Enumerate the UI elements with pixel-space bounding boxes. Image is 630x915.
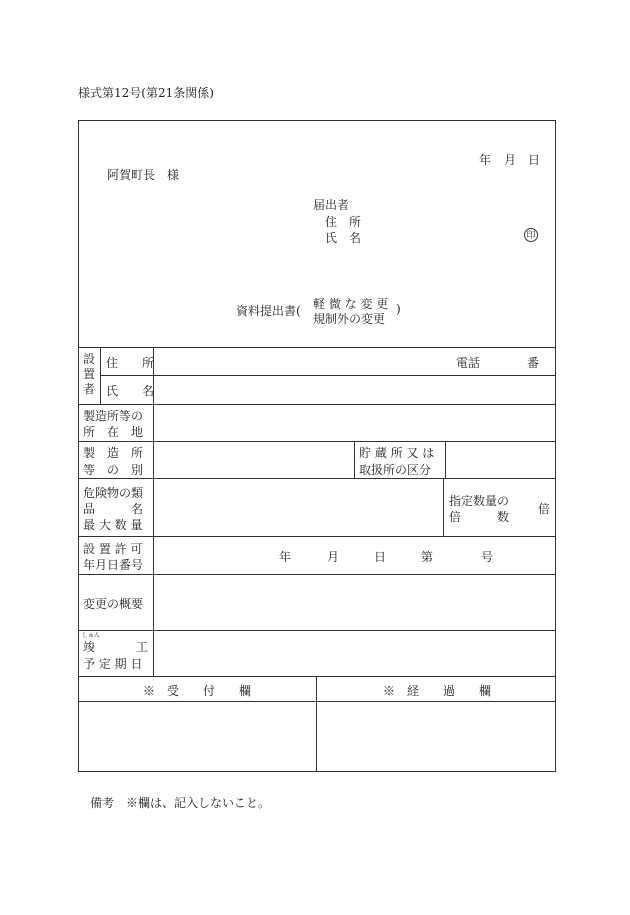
form-number: 様式第12号(第21条関係) <box>78 86 214 100</box>
permit-label: 設 置 許 可 <box>83 542 143 556</box>
date-year: 年 <box>479 153 492 167</box>
form-frame <box>78 120 556 772</box>
hazmat-label: 品 名 <box>83 502 144 516</box>
permit-day: 日 <box>374 550 387 564</box>
row-divider <box>78 676 556 677</box>
row-divider <box>78 441 556 442</box>
reception-header: ※ 受 付 欄 <box>143 684 252 698</box>
permit-month: 月 <box>327 550 340 564</box>
row-divider <box>78 701 556 702</box>
completion-label: 工 <box>136 640 149 654</box>
progress-header: ※ 経 過 欄 <box>383 684 492 698</box>
facility-type-label: 製 造 所 <box>83 446 144 460</box>
facility-type-label: 等 の 別 <box>83 463 144 477</box>
col-divider <box>316 676 317 772</box>
designated-qty-label: 指定数量の <box>449 494 510 508</box>
date-day: 日 <box>528 153 541 167</box>
row-divider <box>78 478 556 479</box>
installer-name-label: 氏 名 <box>106 384 155 398</box>
footnote: 備考 ※欄は、記入しないこと。 <box>90 796 271 810</box>
facility-location-label: 製造所等の <box>83 409 144 423</box>
address-label: 住 所 <box>325 215 362 229</box>
option-nonregulated-change: 規制外の変更 <box>313 312 386 326</box>
option-minor-change: 軽 微 な 変 更 <box>313 297 389 311</box>
storage-type-label: 貯 蔵 所 又 は <box>359 446 435 460</box>
completion-label: 予 定 期 日 <box>83 657 143 671</box>
permit-no-prefix: 第 <box>421 550 434 564</box>
notifier-label: 届出者 <box>313 198 350 212</box>
row-divider <box>78 536 556 537</box>
hazmat-label: 危険物の類 <box>83 486 144 500</box>
phone-label: 電話 <box>456 356 481 370</box>
designated-qty-label: 倍 数 <box>449 510 510 524</box>
permit-year: 年 <box>279 550 292 564</box>
submission-title-prefix: 資料提出書( <box>236 304 301 318</box>
row-divider <box>100 375 556 376</box>
facility-location-label: 所 在 地 <box>83 425 144 439</box>
seal-mark: 印 <box>524 228 538 242</box>
hazmat-label: 最 大 数 量 <box>83 518 143 532</box>
submission-title-suffix: ) <box>396 302 401 316</box>
designated-qty-unit: 倍 <box>538 502 551 516</box>
storage-type-label: 取扱所の区分 <box>359 463 432 477</box>
permit-no-suffix: 号 <box>481 550 494 564</box>
row-divider <box>78 630 556 631</box>
completion-ruby: しゅん <box>82 632 101 639</box>
col-divider <box>100 347 101 404</box>
row-divider <box>78 404 556 405</box>
permit-label: 年月日番号 <box>83 558 144 572</box>
installer-group-label: 設置者 <box>82 352 95 396</box>
row-divider <box>78 574 556 575</box>
name-label: 氏 名 <box>325 231 362 245</box>
row-divider <box>78 347 556 348</box>
completion-label: 竣 <box>83 640 96 654</box>
col-divider <box>443 478 444 536</box>
col-divider <box>354 441 355 478</box>
date-month: 月 <box>504 153 517 167</box>
col-divider <box>445 441 446 478</box>
change-summary-label: 変更の概要 <box>83 597 144 611</box>
installer-address-label: 住 所 <box>106 356 155 370</box>
phone-suffix: 番 <box>527 356 540 370</box>
addressee: 阿賀町長 様 <box>107 168 180 182</box>
